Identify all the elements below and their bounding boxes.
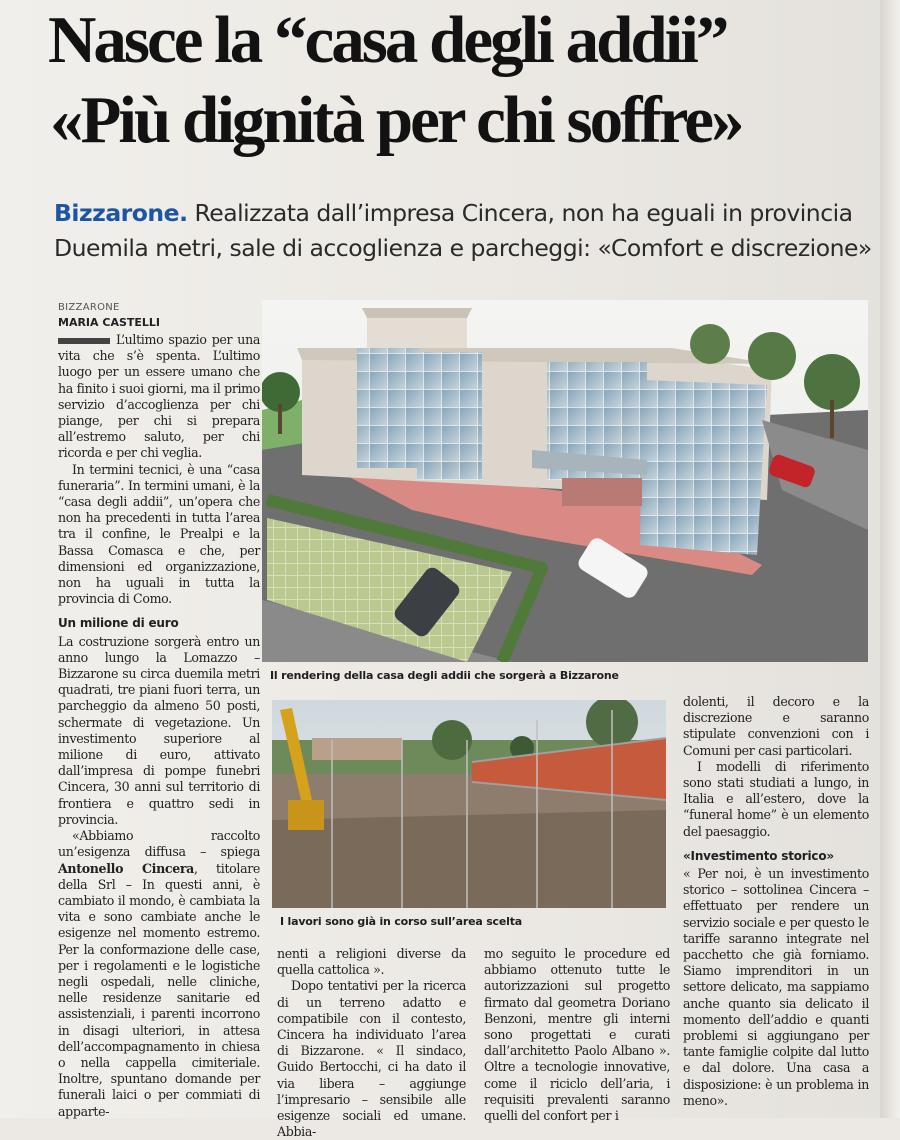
paragraph: «Abbiamo raccolto un’esigenza diffusa – spiega Antonello Cincera, titolare della Srl – In questi anni, è cambiato il mondo, è cambiata la vita e sono cambiate anche le esigenze nel momento estremo. Per la conformazione delle case, per i regolamenti e le logistiche negli ospedali, nelle cliniche, nelle residenze sanitarie ed assistenziali, i parenti incorrono in disagi ulteriori, in attesa dell’accompagnamento in chiesa o nella cappella cimiteriale. Inoltre, spuntano domande per funerali laici o per commiati di apparte- (58, 828, 260, 1119)
paragraph: I modelli di riferimento sono stati studiati a lungo, in Italia e all’estero, dove la “funeral home” è un elemento del paesaggio. (683, 758, 869, 839)
headline-line-2: «Più dignità per chi soffre» (50, 83, 742, 157)
headline-line-1: Nasce la “casa degli addii” (48, 3, 727, 77)
byline-author: MARIA CASTELLI (58, 316, 161, 329)
subhead-line-2: Duemila metri, sale di accoglienza e parcheggi: «Comfort e discrezione» (54, 234, 872, 262)
person-name: Antonello Cincera (58, 860, 194, 876)
paragraph: In termini tecnici, è una “casa funeraria”. In termini umani, è la “casa degli addii”, un’opera che non ha precedenti in tutta l’area tra il confine, le Prealpi e la Bassa Comasca e che, per dimensioni ed organizzazione, non ha uguali in tutta la provincia di Como. (58, 461, 260, 607)
subheadline (54, 196, 874, 266)
lead-rule (58, 338, 110, 344)
paragraph: mo seguito le procedure ed abbiamo ottenuto tutte le autorizzazioni sul progetto firmato dal geometra Doriano Benzoni, mentre gli interni sono progettati e curati dall’architetto Paolo Albano ». Oltre a tecnologie innovative, come il riciclo dell’aria, i requisiti prevalenti saranno quelli del confort per i (484, 946, 670, 1124)
byline-location: BIZZARONE (58, 302, 120, 313)
rendering-image (262, 300, 868, 662)
paragraph: « Per noi, è un investimento storico – sottolinea Cincera – effettuato per rendere un servizio sociale e per questo le tariffe saranno integrate nel pacchetto che già forniamo. Siamo imprenditori in un settore delicato, ma sappiamo anche quanto sia delicato il momento dell’addio e quanti problemi si aggiungano per tante famiglie colpite dal lutto e dal dolore. Una casa a disposizione: è un problema in meno». (683, 866, 869, 1108)
article-column-3 (484, 946, 670, 1124)
paragraph: L’ultimo spazio per una vita che s’è spenta. L’ultimo luogo per un essere umano che ha finito i suoi giorni, ma il primo servizio d’accoglienza per chi piange, per chi si prepara all’estremo saluto, per chi ricorda e per chi veglia. (58, 332, 260, 461)
article-column-2 (277, 946, 466, 1140)
page-edge (880, 0, 900, 1118)
works-caption: I lavori sono già in corso sull’area scelta (280, 915, 522, 928)
paragraph: nenti a religioni diverse da quella cattolica ». (277, 946, 466, 978)
construction-photo (272, 700, 666, 908)
paragraph: La costruzione sorgerà entro un anno lungo la Lomazzo – Bizzarone su circa duemila metri quadrati, tre piani fuori terra, un parcheggio da almeno 50 posti, schermate di vegetazione. Un investimento superiore al milione di euro, attivato dall’impresa di pompe funebri Cincera, 30 anni sul territorio di frontiera e quattro sedi in provincia. (58, 633, 260, 827)
section-heading: «Investimento storico» (683, 848, 834, 863)
article-column-4 (683, 694, 869, 1109)
construction-site-image (272, 700, 666, 908)
building-rendering (262, 300, 868, 662)
paragraph: Dopo tentativi per la ricerca di un terreno adatto e compatibile con il contesto, Cincera ha individuato l’area di Bizzarone. « Il sindaco, Guido Bertocchi, ci ha dato il via libera – aggiunge l’impresario – sensibile alle esigenze sociali ed umane. Abbia- (277, 978, 466, 1140)
rendering-caption: Il rendering della casa degli addii che sorgerà a Bizzarone (270, 669, 619, 682)
subhead-line-1: Realizzata dall’impresa Cincera, non ha eguali in provincia (187, 199, 853, 227)
article-column-1 (58, 332, 260, 1120)
location-kicker: Bizzarone. (54, 199, 188, 227)
paragraph: dolenti, il decoro e la discrezione e saranno stipulate convenzioni con i Comuni per casi particolari. (683, 694, 869, 758)
headline (48, 0, 878, 160)
section-heading: Un milione di euro (58, 616, 179, 631)
